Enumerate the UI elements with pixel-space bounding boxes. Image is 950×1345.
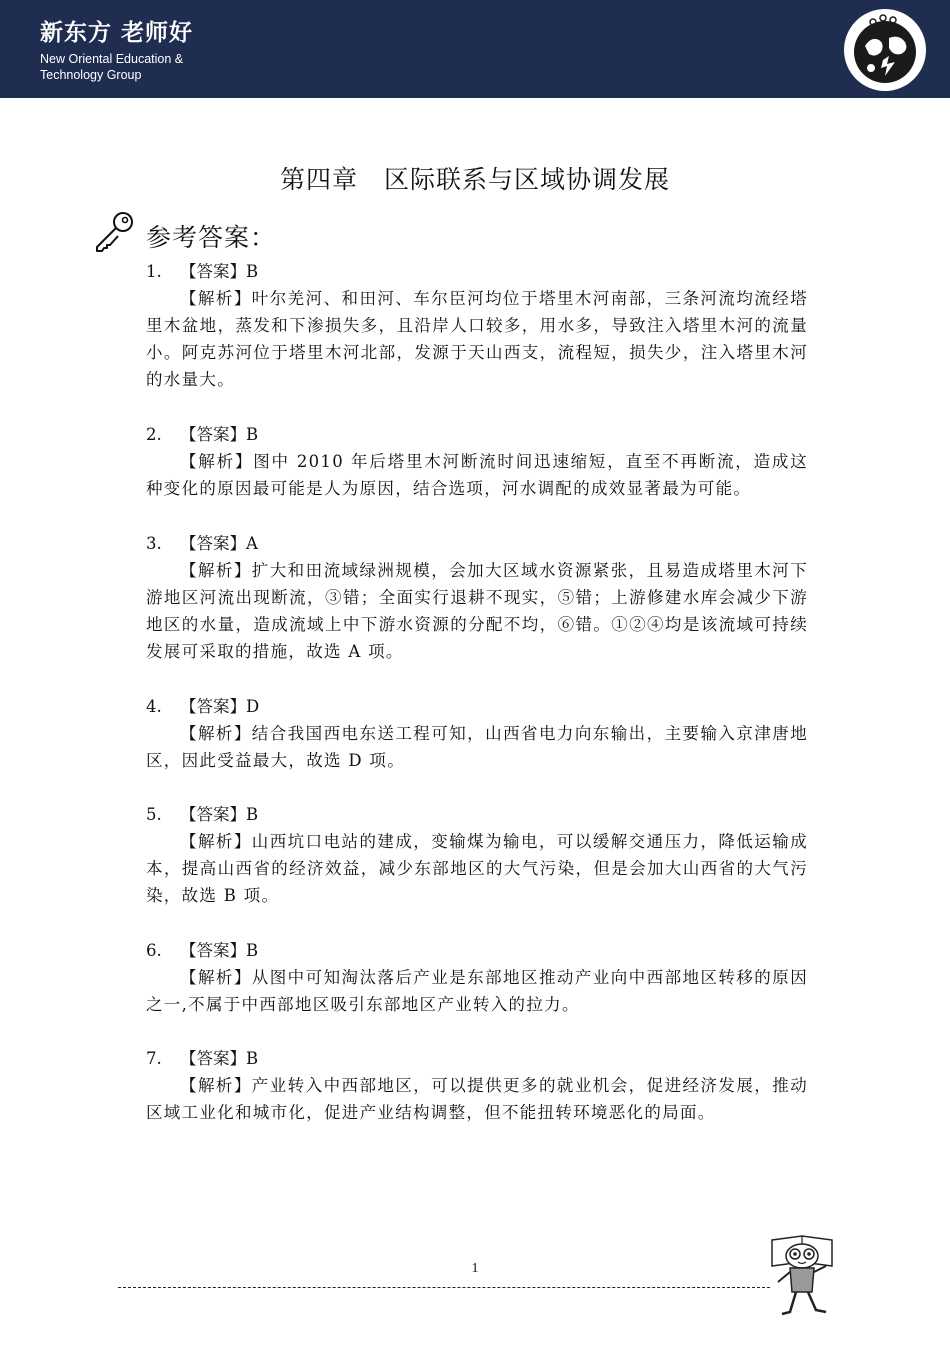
document-title: 第四章 区际联系与区域协调发展 <box>279 165 670 194</box>
brand-title: 新东方 老师好 <box>40 20 194 46</box>
answer-value: B <box>246 805 259 824</box>
answer-value: B <box>246 425 259 444</box>
question-number: 4. <box>146 697 162 716</box>
answer-label: 【答案】 <box>180 697 246 716</box>
footer-divider <box>118 1287 770 1288</box>
page-header <box>0 0 950 98</box>
answer-explanation: 【解析】山西坑口电站的建成，变输煤为输电，可以缓解交通压力，降低运输成本，提高山西省的经济效益，减少东部地区的大气污染，但是会加大山西省的大气污染，故选 B 项。 <box>146 832 808 905</box>
answer-explanation: 【解析】结合我国西电东送工程可知，山西省电力向东输出，主要输入京津唐地区，因此受益最大，故选 D 项。 <box>146 724 808 770</box>
reading-mascot-icon <box>768 1232 836 1318</box>
answer-explanation: 【解析】扩大和田流域绿洲规模，会加大区域水资源紧张，且易造成塔里木河下游地区河流出现断流，③错；全面实行退耕不现实，⑤错；上游修建水库会减少下游地区的水量，造成流域上中下游水资源的分配不均，⑥错。①②④均是该流域可持续发展可采取的措施，故选 A 项。 <box>146 561 808 661</box>
answer-value: B <box>246 262 259 281</box>
question-number: 3. <box>146 534 162 553</box>
answer-item <box>146 1045 808 1126</box>
answer-item <box>146 421 808 502</box>
answer-item <box>146 801 808 909</box>
brand-subtitle: New Oriental Education & Technology Group <box>40 52 184 82</box>
answer-item <box>146 693 808 774</box>
answer-value: B <box>246 1049 259 1068</box>
answer-label: 【答案】 <box>180 941 246 960</box>
brand-logo-icon <box>843 8 927 92</box>
answer-item <box>146 530 808 665</box>
answer-explanation: 【解析】图中 2010 年后塔里木河断流时间迅速缩短，直至不再断流，造成这种变化的原因最可能是人为原因，结合选项，河水调配的成效显著最为可能。 <box>146 452 808 498</box>
answer-label: 【答案】 <box>180 805 246 824</box>
question-number: 6. <box>146 941 162 960</box>
question-number: 1. <box>146 262 162 281</box>
answer-label: 【答案】 <box>180 262 246 281</box>
answer-item <box>146 258 808 393</box>
key-icon <box>92 210 136 254</box>
answer-value: B <box>246 941 259 960</box>
answer-explanation: 【解析】从图中可知淘汰落后产业是东部地区推动产业向中西部地区转移的原因之一,不属于中西部地区吸引东部地区产业转入的拉力。 <box>146 968 808 1014</box>
question-number: 7. <box>146 1049 162 1068</box>
answer-label: 【答案】 <box>180 425 246 444</box>
answer-explanation: 【解析】叶尔羌河、和田河、车尔臣河均位于塔里木河南部，三条河流均流经塔里木盆地，蒸发和下渗损失多，且沿岸人口较多，用水多，导致注入塔里木河的流量小。阿克苏河位于塔里木河北部，发源于天山西支，流程短，损失少，注入塔里木河的水量大。 <box>146 289 808 389</box>
section-heading: 参考答案： <box>146 223 277 252</box>
answer-item <box>146 937 808 1018</box>
page-number: 1 <box>471 1261 479 1276</box>
answer-value: A <box>246 534 258 553</box>
answer-value: D <box>246 697 260 716</box>
answer-label: 【答案】 <box>180 1049 246 1068</box>
answer-explanation: 【解析】产业转入中西部地区，可以提供更多的就业机会，促进经济发展，推动区域工业化和城市化，促进产业结构调整，但不能扭转环境恶化的局面。 <box>146 1076 808 1122</box>
question-number: 2. <box>146 425 162 444</box>
answer-label: 【答案】 <box>180 534 246 553</box>
question-number: 5. <box>146 805 162 824</box>
